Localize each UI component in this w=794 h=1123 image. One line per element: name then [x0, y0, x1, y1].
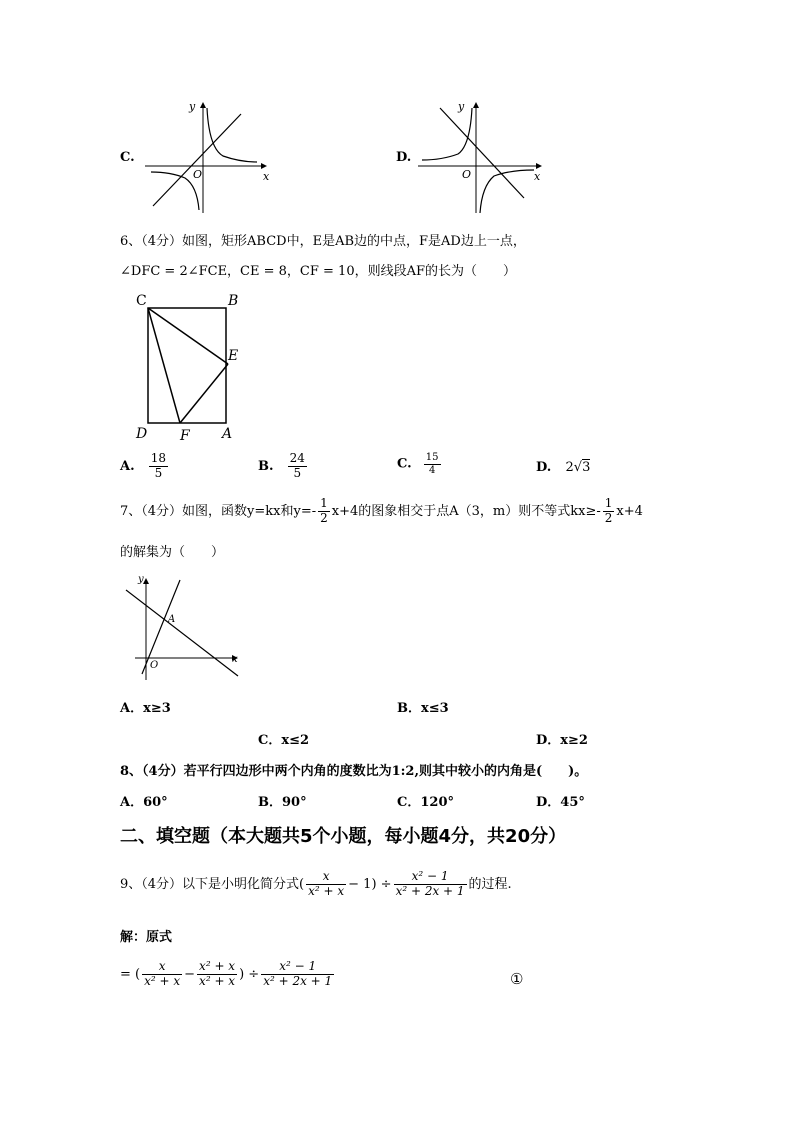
- q9-stem: 9、（4分）以下是小明化简分式( $\frac{x}{\text{x² + x}}$ − 1) ÷ $\frac{\text{x² − 1}}{\text{x² + 2x + 1}}$ 的过程.: [120, 869, 512, 898]
- q5-option-d-graph: [418, 98, 548, 216]
- q6-point-e: E: [228, 348, 239, 364]
- q6-point-f: F: [180, 428, 190, 444]
- q6-stem-line2: ∠DFC = 2∠FCE，CE = 8，CF = 10，则线段AF的长为（ ）: [120, 264, 516, 279]
- q6-option-d-coef: 2: [565, 460, 574, 475]
- q7-stem-line2: 的解集为（ ）: [120, 545, 225, 560]
- q8-option-c: C．120°: [397, 795, 454, 810]
- q6-point-a: A: [222, 426, 233, 442]
- q9-step-1: = ( $\frac{x}{\text{x² + x}}$ − $\frac{\text{x² + x}}{\text{x² + x}}$ ) ÷ $\frac{\text{x² − 1}}{\text{x² + 2x + 1}}$: [120, 959, 333, 988]
- q6-option-d: D. 2√3: [536, 460, 591, 475]
- q5-d-origin: O: [462, 168, 472, 181]
- q7-option-b: B．x≤3: [397, 701, 449, 716]
- q5-c-axis-x: x: [263, 170, 270, 183]
- q6-stem-line1: 6、（4分）如图，矩形ABCD中，E是AB边的中点，F是AD边上一点，: [120, 234, 526, 249]
- q7-option-a: A．x≥3: [120, 701, 171, 716]
- q7-option-d: D．x≥2: [536, 733, 588, 748]
- q7-axis-x: x: [232, 654, 238, 665]
- q8-option-a: A．60°: [120, 795, 168, 810]
- q7-axis-y: y: [138, 574, 144, 585]
- q7-line-graph: [120, 570, 245, 685]
- sqrt-sign-icon: √: [573, 460, 583, 475]
- q5-d-axis-x: x: [534, 170, 541, 183]
- q5-c-origin: O: [193, 168, 203, 181]
- q6-option-a: A. $\frac{18}{5}$: [120, 451, 167, 480]
- q8-stem: 8、（4分）若平行四边形中两个内角的度数比为1:2,则其中较小的内角是( )。: [120, 764, 588, 779]
- q5-d-axis-y: y: [458, 100, 465, 113]
- q9-solution-label: 解：原式: [120, 930, 173, 945]
- q6-point-c: C: [136, 293, 147, 309]
- q7-option-c: C．x≤2: [258, 733, 310, 748]
- q5-option-c-label: C.: [120, 150, 135, 165]
- q6-point-b: B: [228, 293, 239, 309]
- q9-step-marker: ①: [510, 970, 524, 988]
- q7-point-a: A: [168, 614, 176, 625]
- q5-option-d-label: D.: [396, 150, 412, 165]
- q6-point-d: D: [136, 426, 148, 442]
- q7-stem-line1: 7、（4分）如图，函数y=kx和y=- $\frac{1}{2}$ x+4的图象相交于点A（3，m）则不等式kx≥- $\frac{1}{2}$ x+4: [120, 496, 643, 525]
- q8-option-b: B．90°: [258, 795, 307, 810]
- q6-option-b: B. $\frac{24}{5}$: [258, 451, 305, 480]
- q8-option-d: D．45°: [536, 795, 585, 810]
- q5-option-c-graph: [145, 98, 275, 216]
- section-2-title: 二、填空题（本大题共5个小题，每小题4分，共20分）: [120, 826, 567, 847]
- q7-origin: O: [150, 660, 159, 671]
- q5-c-axis-y: y: [189, 100, 196, 113]
- q6-rectangle-figure: [130, 288, 250, 448]
- q6-option-c: C. $\frac{15}{4}$: [397, 452, 439, 476]
